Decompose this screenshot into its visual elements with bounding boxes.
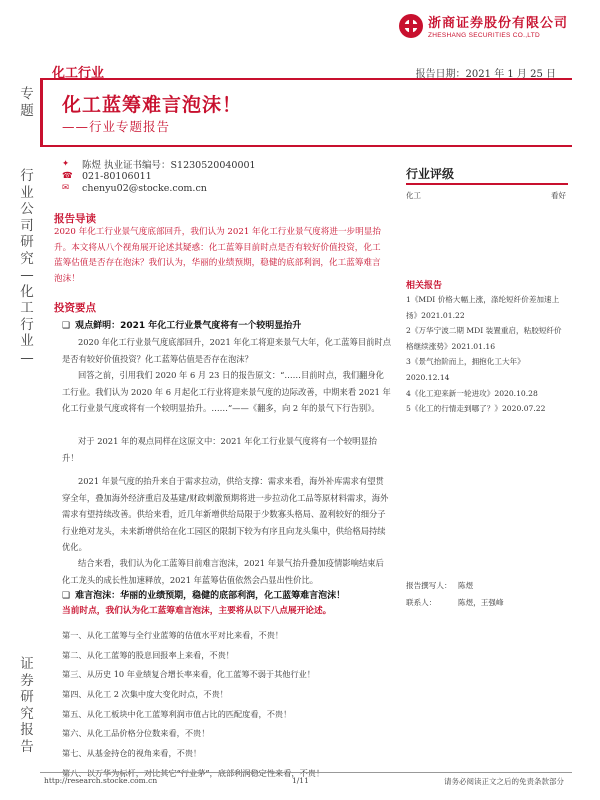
list-item: 第六、从化工品价格分位数来看，不贵！ <box>62 728 210 739</box>
footer-disclaimer: 请务必阅读正文之后的免责条款部分 <box>444 777 564 786</box>
related-heading: 相关报告 <box>406 281 443 291</box>
bullet-heading-1 <box>62 318 301 331</box>
phone-icon: ☎ <box>62 171 73 181</box>
analyst-name-line: 陈煜 执业证书编号：S1230520040001 <box>82 160 256 171</box>
related-report-link[interactable]: 5《化工的行情走到哪了？》2020.07.22 <box>406 404 546 414</box>
company-logo <box>398 12 568 39</box>
bullet-text-2: 难言泡沫：华丽的业绩预期，稳健的底部利润，化工蓝筹难言泡沫！ <box>75 591 346 601</box>
list-item: 第三、从历史 10 年业绩复合增长率来看，化工蓝筹不弱于其他行业！ <box>62 669 316 680</box>
rating-sector: 化工 <box>406 191 421 200</box>
red-note: 当前时点，我们认为化工蓝筹难言泡沫，主要将从以下八点展开论述。 <box>62 606 332 616</box>
analyst-phone: 021-80106011 <box>82 170 152 182</box>
company-name-en: ZHESHANG SECURITIES CO.,LTD <box>428 32 540 39</box>
zheshang-logo-icon <box>398 13 424 39</box>
writer-value: 陈煜 <box>458 581 474 590</box>
list-item: 第一、从化工蓝筹与全行业蓝筹的估值水平对比来看，不贵！ <box>62 630 284 640</box>
paragraph-3: 对于 2021 年的观点同样在这原文中：2021 年化工行业景气度将有一个较明显抬升！ <box>62 436 378 463</box>
rating-row <box>406 190 566 201</box>
report-subtitle: ——行业专题报告 <box>62 119 171 134</box>
square-bullet-icon: ❑ <box>62 591 71 601</box>
related-report-link[interactable]: 3《景气抬阶而上，拥抱化工大年》2020.12.14 <box>406 357 525 382</box>
summary-heading: 报告导读 <box>54 213 96 225</box>
page-number: 1/11 <box>292 776 309 785</box>
person-icon: ✦ <box>62 159 70 169</box>
industry-tag: 化工行业 <box>52 66 105 81</box>
paragraph-5: 结合来看，我们认为化工蓝筹目前难言泡沫，2021 年景气抬升叠加疫情影响结束后化工龙头的成长性加速释放，2021 年蓝筹估值依然会凸显出性价比。 <box>62 558 384 585</box>
paragraph-2: 回答之前，引用我们 2020 年 6 月 23 日的报告原文：“……目前时点，我们翻身化工行业。我们认为 2020 年 6 月起化工行业将迎来景气度的边际改善，中期来看 2021 年化工行业景气度或将有一个较明显抬升。……”——《翻多，向 2 年的景气下行告别》。 <box>62 370 391 413</box>
list-item: 第五、从化工板块中化工蓝筹利润市值占比的匹配度看，不贵！ <box>62 708 292 719</box>
left-accent-bar <box>40 79 43 145</box>
list-item: 第二、从化工蓝筹的股息回报率上来看，不贵！ <box>62 649 234 660</box>
rating-value: 看好 <box>551 191 566 200</box>
paragraph-4: 2021 年景气度的抬升来自于需求拉动，供给支撑：需求来看，海外补库需求有望贯穿全年，叠加海外经济重启及基建/财政刺激预期将进一步拉动化工品等原材料需求，海外需求有望持续改善。供给来看，近几年新增供给局限于少数寡头格局、盈利较好的细分子行业绝对龙头，未来新增供给在化工园区的限制下较为有序且向龙头集中，供给格局持续优化。 <box>62 476 389 552</box>
points-heading: 投资要点 <box>54 302 96 314</box>
contact-value: 陈煜，王强峰 <box>458 598 504 607</box>
footer-rule <box>40 772 572 773</box>
points-list <box>62 626 397 784</box>
email-icon: ✉ <box>62 183 70 193</box>
bullet-heading-2 <box>62 588 345 601</box>
list-item: 第七、从基金持仓的视角来看，不贵！ <box>62 748 202 759</box>
square-bullet-icon: ❑ <box>62 321 71 331</box>
related-report-link[interactable]: 2《万华宁波二期 MDI 装置重启，粘胶短纤价格继续涨势》2021.01.16 <box>406 326 562 351</box>
analyst-email[interactable]: chenyu02@stocke.com.cn <box>82 182 207 194</box>
title-band-rule <box>40 145 572 147</box>
rating-title: 行业评级 <box>406 167 455 181</box>
contact-person <box>406 597 504 608</box>
report-title: 化工蓝筹难言泡沫！ <box>62 94 243 116</box>
list-item: 第四、从化工 2 次集中度大变化时点，不贵！ <box>62 689 228 700</box>
related-report-link[interactable]: 1《MDI 价格大幅上涨，涤纶短纤价差加速上扬》2021.01.22 <box>406 295 560 320</box>
contact-label: 联系人： <box>406 598 437 607</box>
report-date: 报告日期：2021 年 1 月 25 日 <box>415 69 556 80</box>
side-label-industry-research: 行业公司研究—化工行业— <box>20 168 34 366</box>
bullet-text-1: 观点鲜明：2021 年化工行业景气度将有一个较明显抬升 <box>75 321 302 331</box>
writer-label: 报告撰写人： <box>406 581 452 590</box>
report-writer <box>406 580 473 591</box>
analyst-info <box>62 158 256 194</box>
rating-rule <box>406 183 568 185</box>
summary-text: 2020 年化工行业景气度底部回升，我们认为 2021 年化工行业景气度将进一步明显抬升。本文将从八个视角展开论述其疑惑：化工蓝筹目前时点是否有较好价值投资，化工蓝筹估值是否存在泡沫？我们认为，华丽的业绩预期，稳健的底部利润，化工蓝筹难言泡沫！ <box>54 227 381 284</box>
related-report-link[interactable]: 4《化工迎来新一轮进攻》2020.10.28 <box>406 388 538 398</box>
related-reports-list <box>406 292 568 417</box>
company-name-cn: 浙商证券股份有限公司 <box>428 16 569 31</box>
side-label-topic: 专题 <box>20 86 34 119</box>
list-item: 第八、以万华为标杆，对比其它“行业茅”，底部利润稳定性来看，不贵！ <box>62 767 325 778</box>
side-label-securities-report: 证券研究报告 <box>20 656 34 755</box>
paragraph-1: 2020 年化工行业景气度底部回升，2021 年化工将迎来景气大年，化工蓝筹目前时点是否有较好价值投资？化工蓝筹估值是否存在泡沫？ <box>62 337 392 364</box>
footer-url[interactable]: http://research.stocke.com.cn <box>44 776 158 785</box>
